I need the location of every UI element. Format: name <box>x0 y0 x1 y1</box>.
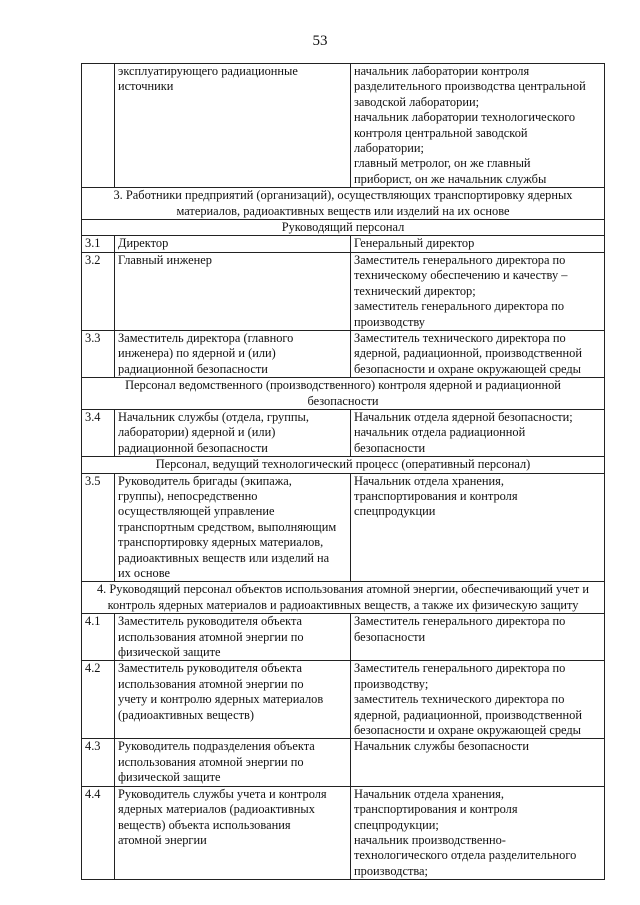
certifier-cell: Заместитель генерального директора по безопасности <box>351 614 605 661</box>
row-number: 3.2 <box>82 252 115 330</box>
position-cell: Руководитель службы учета и контроля ядерных материалов (радиоактивных веществ) объекта использования атомной энергии <box>115 786 351 879</box>
table-row <box>82 739 605 786</box>
position-cell: Главный инженер <box>115 252 351 330</box>
position-cell: Руководитель подразделения объекта использования атомной энергии по физической защите <box>115 739 351 786</box>
position-cell: Директор <box>115 236 351 252</box>
row-number: 3.3 <box>82 330 115 377</box>
certifier-cell: Начальник отдела хранения, транспортирования и контроля спецпродукции <box>351 473 605 582</box>
section-heading: 3. Работники предприятий (организаций), осуществляющих транспортировку ядерных материалов, радиоактивных веществ или изделий на их основе <box>82 188 605 220</box>
subheading-row <box>82 457 605 473</box>
personnel-subheading: Персонал ведомственного (производственного) контроля ядерной и радиационной безопасности <box>82 378 605 410</box>
certifier-cell: Начальник отдела хранения, транспортирования и контроля спецпродукции; начальник производственно- технологического отдела разделительного производства; <box>351 786 605 879</box>
personnel-subheading: Персонал, ведущий технологический процесс (оперативный персонал) <box>82 457 605 473</box>
certifier-cell: Заместитель генерального директора по производству; заместитель технического директора по ядерной, радиационной, производственной безопасности и охране окружающей среды <box>351 661 605 739</box>
table-row <box>82 409 605 456</box>
table-row <box>82 252 605 330</box>
table-row <box>82 236 605 252</box>
table-row <box>82 786 605 879</box>
certifier-cell: Начальник отдела ядерной безопасности; начальник отдела радиационной безопасности <box>351 409 605 456</box>
row-number: 4.3 <box>82 739 115 786</box>
page-number: 53 <box>312 33 328 49</box>
qualification-table <box>81 63 605 880</box>
certifier-cell: Заместитель генерального директора по техническому обеспечению и качеству – технический директор; заместитель генерального директора по производству <box>351 252 605 330</box>
position-cell: Начальник службы (отдела, группы, лаборатории) ядерной и (или) радиационной безопасности <box>115 409 351 456</box>
position-cell: эксплуатирующего радиационные источники <box>115 64 351 188</box>
section-row <box>82 582 605 614</box>
certifier-cell: начальник лаборатории контроля разделительного производства центральной заводской лаборатории; начальник лаборатории технологического контроля центральной заводской лаборатории; главный метролог, он же главный приборист, он же начальник службы <box>351 64 605 188</box>
row-number: 3.5 <box>82 473 115 582</box>
section-heading: 4. Руководящий персонал объектов использования атомной энергии, обеспечивающий учет и контроль ядерных материалов и радиоактивных веществ, а также их физическую защиту <box>82 582 605 614</box>
row-number: 3.4 <box>82 409 115 456</box>
certifier-cell: Генеральный директор <box>351 236 605 252</box>
section-row <box>82 188 605 220</box>
row-number <box>82 64 115 188</box>
certifier-cell: Заместитель технического директора по ядерной, радиационной, производственной безопасности и охране окружающей среды <box>351 330 605 377</box>
row-number: 4.1 <box>82 614 115 661</box>
table-row <box>82 614 605 661</box>
row-number: 4.4 <box>82 786 115 879</box>
table-row <box>82 330 605 377</box>
subheading-row <box>82 378 605 410</box>
table-row <box>82 64 605 188</box>
position-cell: Заместитель директора (главного инженера) по ядерной и (или) радиационной безопасности <box>115 330 351 377</box>
subheading-row <box>82 220 605 236</box>
position-cell: Руководитель бригады (экипажа, группы), непосредственно осуществляющей управление транспортным средством, выполняющим транспортировку ядерных материалов, радиоактивных веществ или изделий на их основе <box>115 473 351 582</box>
row-number: 4.2 <box>82 661 115 739</box>
personnel-subheading: Руководящий персонал <box>82 220 605 236</box>
table-row <box>82 661 605 739</box>
row-number: 3.1 <box>82 236 115 252</box>
table-row <box>82 473 605 582</box>
certifier-cell: Начальник службы безопасности <box>351 739 605 786</box>
position-cell: Заместитель руководителя объекта использования атомной энергии по учету и контролю ядерных материалов (радиоактивных веществ) <box>115 661 351 739</box>
position-cell: Заместитель руководителя объекта использования атомной энергии по физической защите <box>115 614 351 661</box>
